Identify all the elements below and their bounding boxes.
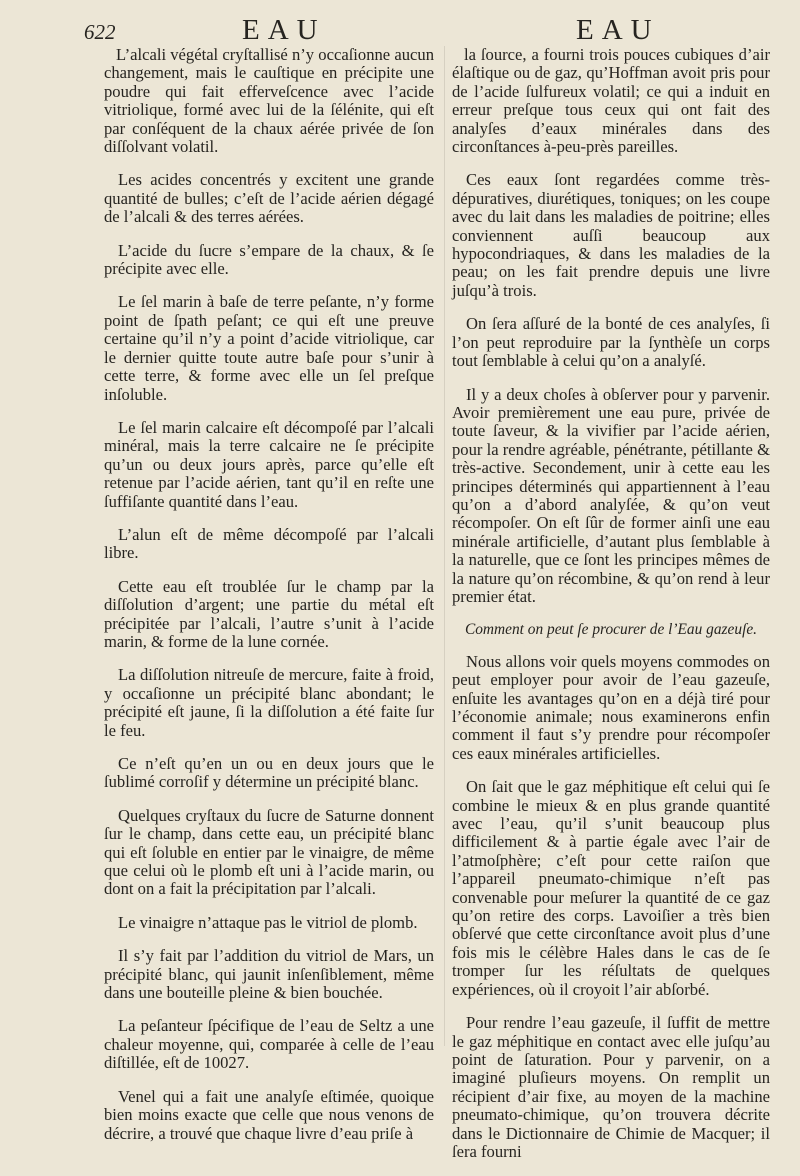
page-number: 622 xyxy=(84,20,116,44)
paragraph: Cette eau eſt troublée ſur le champ par la diſſolution d’argent; une partie du métal eſt précipitée par l’alcali, l’autre s’unit à l’acide marin, & forme de la lune cornée. xyxy=(104,576,434,651)
paragraph: L’alun eſt de même décompoſé par l’alcali libre. xyxy=(104,524,434,563)
paragraph: Le ſel marin calcaire eſt décompoſé par l’alcali minéral, mais la terre calcaire ne ſe précipite qu’un ou deux jours après, parce qu’elle eſt retenue par l’acide aérien, tant qu’il en reſte une ſuffiſante quantité dans l’eau. xyxy=(104,417,434,511)
paragraph: La peſanteur ſpécifique de l’eau de Seltz a une chaleur moyenne, qui, comparée à celle de l’eau diſtillée, eſt de 10027. xyxy=(104,1016,434,1073)
paragraph: Nous allons voir quels moyens commodes on peut employer pour avoir de l’eau gazeuſe, enſuite les avantages qu’on en a déjà tiré pour l’économie animale; nous examinerons enfin comment il faut s’y prendre pour récompoſer ces eaux minérales artificielles. xyxy=(452,651,770,763)
paragraph: Il y a deux choſes à obſerver pour y parvenir. Avoir premièrement une eau pure, privée de toute ſaveur, & la vivifier par l’acide aérien, pour la rendre agréable, pénétrante, pétillante & très-active. Secondement, unir à cette eau les principes déterminés qui appartiennent à l’eau qu’on a d’abord analyſée, & qu’on veut récompoſer. On eſt ſûr de former ainſi une eau minérale artificielle, d’autant plus ſemblable à la naturelle, que ce ſont les principes mêmes de la nature qu’on récombine, & qu’on rend à leur premier état. xyxy=(452,384,770,606)
paragraph: On ſait que le gaz méphitique eſt celui qui ſe combine le mieux & en plus grande quantité avec l’eau, qu’il s’unit beaucoup plus difficilement & à partie égale avec l’air de l’atmoſphère; c’eſt pour cette raiſon que l’appareil pneumato-chimique n’eſt pas convenable pour meſurer la quantité de ce gaz qu’on retire des corps. Lavoiſier a très bien obſervé que cette circonſtance avoit plus d’une fois mis le célèbre Hales dans le cas de ſe tromper ſur les réſultats de quelques expériences, où il croyoit l’air abſorbé. xyxy=(452,777,770,999)
paragraph: L’acide du ſucre s’empare de la chaux, & ſe précipite avec elle. xyxy=(104,240,434,279)
running-head-left: EAU xyxy=(242,14,326,46)
paragraph: Le vinaigre n’attaque pas le vitriol de plomb. xyxy=(118,912,418,932)
paragraph: Venel qui a fait une analyſe eſtimée, quoique bien moins exacte que celle que nous venons de décrire, a trouvé que chaque livre d’eau priſe à xyxy=(104,1086,434,1143)
running-head-right: EAU xyxy=(576,14,660,46)
paragraph: Pour rendre l’eau gazeuſe, il ſuffit de mettre le gaz méphitique en contact avec elle juſqu’au point de ſaturation. Pour y parvenir, on a imaginé pluſieurs moyens. On remplit un récipient d’air fixe, au moyen de la machine pneumato-chimique, qu’on trouvera décrite dans le Dictionnaire de Chimie de Macquer; il ſera fourni xyxy=(452,1013,770,1161)
paragraph: Le ſel marin à baſe de terre peſante, n’y forme point de ſpath peſant; ce qui eſt une preuve certaine qu’il n’y a point d’acide vitriolique, car le dernier quitte toute autre baſe pour s’unir à cette terre, & forme avec elle un ſel preſque inſoluble. xyxy=(104,292,434,404)
paragraph: Il s’y fait par l’addition du vitriol de Mars, un précipité blanc, qui jaunit inſenſiblement, même dans une bouteille pleine & bien bouchée. xyxy=(104,946,434,1003)
section-subheading: Comment on peut ſe procurer de l’Eau gazeuſe. xyxy=(464,621,758,639)
paragraph: On ſera aſſuré de la bonté de ces analyſes, ſi l’on peut reproduire par la ſynthèſe un corps tout ſemblable à celui qu’on a analyſé. xyxy=(452,314,770,371)
right-column xyxy=(452,46,770,1176)
paragraph: Quelques cryſtaux du ſucre de Saturne donnent ſur le champ, dans cette eau, un précipité blanc qui eſt ſoluble en entier par le vinaigre, de même que celui où le plomb eſt uni à l’acide marin, ou dont on a fait la précipitation par l’alcali. xyxy=(104,805,434,899)
left-column xyxy=(104,46,434,1158)
paragraph: L’alcali végétal cryſtallisé n’y occaſionne aucun changement, mais le cauſtique en précipite une poudre qui fait efferveſcence avec l’acide vitriolique, formé avec lui de la ſélénite, qui eſt par conſéquent de la chaux aérée privée de ſon diſſolvant volatil. xyxy=(104,45,434,157)
paragraph: Ces eaux ſont regardées comme très-dépuratives, diurétiques, toniques; on les coupe avec du lait dans les maladies de poitrine; elles conviennent auſſi beaucoup aux hypocondriaques, & dans les maladies de la peau; on les fait prendre depuis une livre juſqu’à trois. xyxy=(452,170,770,300)
paragraph: la ſource, a fourni trois pouces cubiques d’air élaſtique ou de gaz, qu’Hoffman avoit pris pour de l’acide ſulfureux volatil; ce qui a induit en erreur preſque tous ceux qui ont fait des analyſes d’eaux minérales dans des circonſtances à-peu-près pareilles. xyxy=(452,45,770,157)
column-gutter xyxy=(444,46,445,1046)
paragraph: Les acides concentrés y excitent une grande quantité de bulles; c’eſt de l’acide aérien dégagé de l’alcali & des terres aérées. xyxy=(104,170,434,227)
paragraph: La diſſolution nitreuſe de mercure, faite à froid, y occaſionne un précipité blanc abondant; le précipité eſt jaune, ſi la diſſolution a été faite ſur le feu. xyxy=(104,665,434,740)
paragraph: Ce n’eſt qu’en un ou en deux jours que le ſublimé corroſif y détermine un précipité blanc. xyxy=(104,754,434,792)
page-header xyxy=(0,12,800,48)
